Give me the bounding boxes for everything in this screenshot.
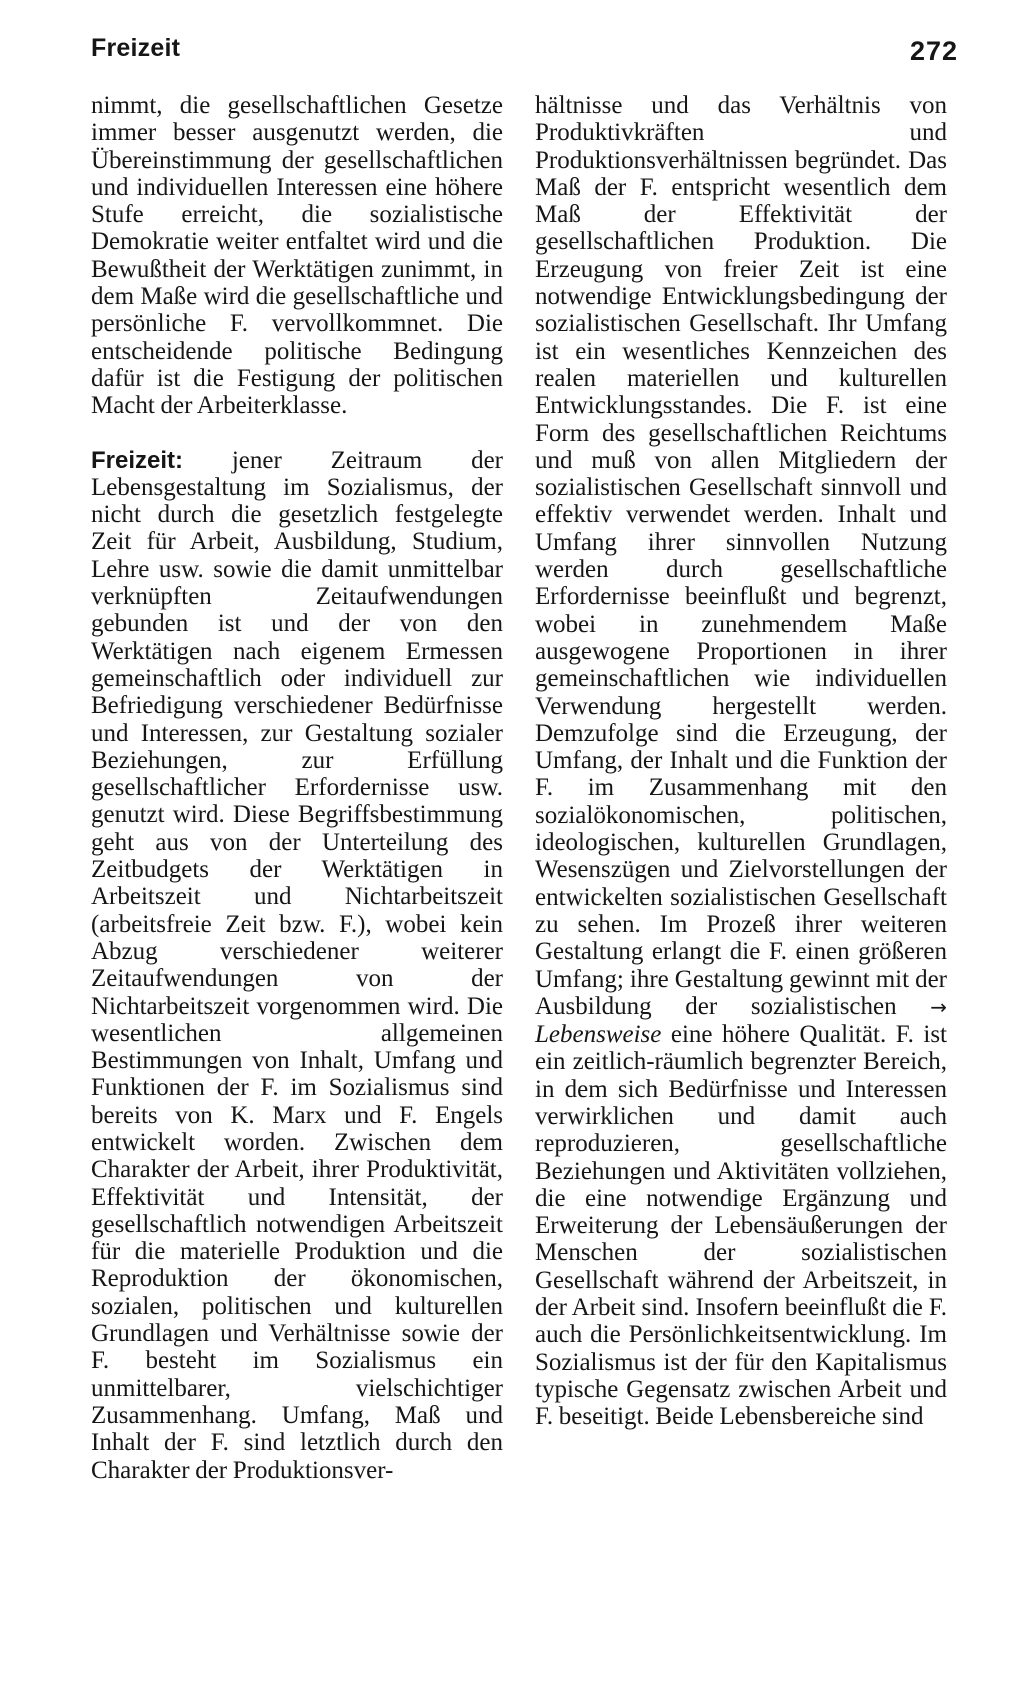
entry-paragraph	[91, 447, 503, 1484]
entry-text-part-1: hältnisse und das Verhältnis von Produktivkräften und Produktionsverhältnissen begründet. Das Maß der F. entspricht wesentlich dem Maß der Effektivität der gesellschaftlichen Produktion. Die Erzeugung von freier Zeit ist eine notwendige Entwicklungsbedingung der sozialistischen Gesellschaft. Ihr Umfang ist ein wesentliches Kennzeichen des realen materiellen und kulturellen Entwicklungsstandes. Die F. ist eine Form des gesellschaftlichen Reichtums und muß von allen Mitgliedern der sozialistischen Gesellschaft sinnvoll und effektiv verwendet werden. Inhalt und Umfang ihrer sinnvollen Nutzung werden durch gesellschaftliche Erfordernisse beeinflußt und begrenzt, wobei in zunehmendem Maße ausgewogene Proportionen in ihrer gemeinschaftlichen wie individuellen Verwendung hergestellt werden. Demzufolge sind die Erzeugung, der Umfang, der Inhalt und die Funktion der F. im Zusammenhang mit den sozialökonomischen, politischen, ideologischen, kulturellen Grundlagen, Wesenszügen und Zielvorstellungen der entwickelten sozialistischen Gesellschaft zu sehen. Im Prozeß ihrer weiteren Gestaltung erlangt die F. einen größeren Umfang; ihre Gestaltung gewinnt mit der Ausbildung der sozialistischen	[535, 92, 947, 1020]
running-title: Freizeit	[91, 34, 181, 62]
page-number: 272	[909, 36, 958, 66]
continued-entry-paragraph	[535, 92, 947, 1431]
entry-definition: jener Zeitraum der Lebensgestaltung im Sozialismus, der nicht durch die gesetzlich festgelegte Zeit für Arbeit, Ausbildung, Studium, Lehre usw. sowie die damit unmittelbar verknüpften Zeitaufwendungen gebunden ist und der von den Werktätigen nach eigenem Ermessen gemeinschaftlich oder individuell zur Befriedigung verschiedener Bedürfnisse und Interessen, zur Gestaltung sozialer Beziehungen, zur Erfüllung gesellschaftlicher Erfordernisse usw. genutzt wird. Diese Begriffsbestimmung geht aus von der Unterteilung des Zeitbudgets der Werktätigen in Arbeitszeit und Nichtarbeitszeit (arbeitsfreie Zeit bzw. F.), wobei kein Abzug verschiedener weiterer Zeitaufwendungen von der Nichtarbeitszeit vorgenommen wird. Die wesentlichen allgemeinen Bestimmungen von Inhalt, Umfang und Funktionen der F. im Sozialismus sind bereits von K. Marx und F. Engels entwickelt worden. Zwischen dem Charakter der Arbeit, ihrer Produktivität, Effektivität und Intensität, der gesellschaftlich notwendigen Arbeitszeit für die materielle Produktion und die Reproduktion der ökonomischen, sozialen, politischen und kulturellen Grundlagen und Verhältnisse sowie der F. besteht im Sozialismus ein unmittelbarer, vielschichtiger Zusammenhang. Umfang, Maß und Inhalt der F. sind letztlich durch den Charakter der Produktionsver-	[91, 446, 503, 1484]
continued-paragraph: nimmt, die gesellschaftlichen Gesetze immer besser ausgenutzt werden, die Übereinstimmung der gesellschaftlichen und individuellen Interessen eine höhere Stufe erreicht, die sozialistische Demokratie weiter entfaltet wird und die Bewußtheit der Werktätigen zunimmt, in dem Maße wird die gesellschaftliche und persönliche F. vervollkommnet. Die entscheidende politische Bedingung dafür ist die Festigung der politischen Macht der Arbeiterklasse.	[91, 92, 503, 420]
entry-headword: Freizeit:	[91, 446, 184, 474]
right-column	[535, 92, 947, 1431]
cross-reference-term[interactable]: Lebensweise	[535, 1021, 662, 1049]
running-head	[91, 34, 958, 74]
left-column	[91, 92, 503, 1484]
cross-reference-arrow-icon: →	[930, 994, 947, 1019]
entry-text-part-2: eine höhere Qualität. F. ist ein zeitlich-räumlich begrenzter Bereich, in dem sich Bedürfnisse und Interessen verwirklichen und damit auch reproduzieren, gesellschaftliche Beziehungen und Aktivitäten vollziehen, die eine notwendige Ergänzung und Erweiterung der Lebensäußerungen der Menschen der sozialistischen Gesellschaft während der Arbeitszeit, in der Arbeit sind. Insofern beeinflußt die F. auch die Persönlichkeitsentwicklung. Im Sozialismus ist der für den Kapitalismus typische Gegensatz zwischen Arbeit und F. beseitigt. Beide Lebensbereiche sind	[535, 1021, 947, 1431]
